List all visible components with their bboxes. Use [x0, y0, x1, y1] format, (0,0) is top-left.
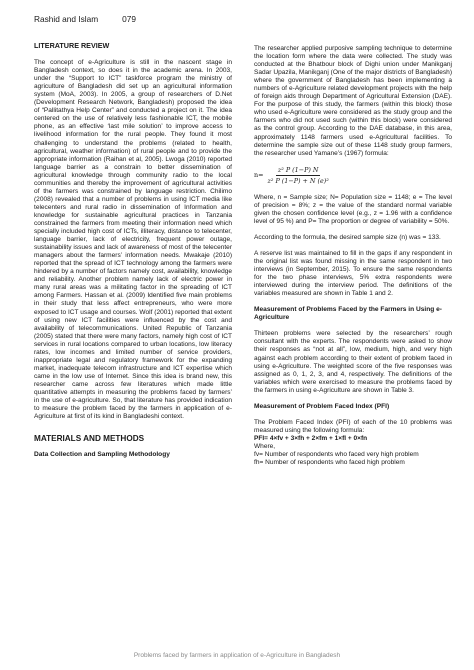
definition-fh: fh= Number of respondents who faced high problem	[254, 459, 405, 467]
formula-denominator: z² P (1−P) + N (e)²	[267, 176, 329, 185]
right-column	[254, 45, 452, 467]
formula-fraction	[265, 166, 330, 185]
sampling-paragraph: The researcher applied purposive sampling technique to determine the location form where the data were collected. The study was conducted at the Bhatbour block of Dighi union under Manikganj Sadar Upazila, Manikganj (One of the major districts of Bangladesh) where the government of Bangladesh has been implementing a numbers of e-Agriculture related development projects with the help of foreign aids through Department of Agricultural Extension (DAE). For the purpose of this study, the farmers (within this block) those who used e-Agriculture were considered as the study group and the farmers who did not used such (within this block) were considered as the control group. According to the DAE database, in this area, approximately 1148 farmers used e-Agricultural facilities. To determine the sample size out of these 1148 study group farmers, the researcher used Yamane’s (1967) formula:	[254, 45, 452, 157]
problems-paragraph: Thirteen problems were selected by the researchers’ rough consultant with the experts. The respondents were asked to show their responses as “not at all”, low, medium, high, and very high against each problem according to their extent of problem faced in using e-Agriculture. The weighted score of the five responses was assigned as 0, 1, 2, 3, and 4, respectively. The definitions of the variables which were exercised to measure the problems faced by the farmers in using e-Agriculture are shown in Table 3.	[254, 330, 452, 394]
header-page-number: 079	[122, 14, 136, 24]
where-label: Where,	[254, 442, 276, 450]
formula-lhs: n=	[254, 171, 264, 180]
running-footer: Problems faced by farmers in application of e-Agriculture in Bangladesh	[133, 652, 341, 659]
definition-fv: fv= Number of respondents who faced very high problem	[254, 450, 419, 458]
pfi-heading: Measurement of Problem Faced Index (PFI)	[254, 402, 390, 410]
materials-methods-heading: MATERIALS AND METHODS	[34, 434, 145, 444]
variables-definition-paragraph: Where, n = Sample size; N= Population size = 1148; e = The level of precision = 8%; z = the value of the standard normal variable given the chosen confidence level (e.g., z = 1.96 with a confidence level of 95 %) and P= The proportion or degree of variability = 50%.	[254, 193, 452, 225]
measurement-problems-heading: Measurement of Problems Faced by the Farmers in Using e-Agriculture	[254, 306, 442, 322]
literature-review-heading: LITERATURE REVIEW	[34, 41, 110, 50]
data-collection-subheading: Data Collection and Sampling Methodology	[34, 451, 170, 459]
running-header	[34, 14, 136, 24]
pfi-paragraph: The Problem Faced Index (PFI) of each of the 10 problems was measured using the following formula:	[254, 418, 452, 434]
header-authors: Rashid and Islam	[34, 14, 99, 24]
sample-size-paragraph: According to the formula, the desired sample size (n) was = 133.	[254, 233, 441, 241]
formula-numerator: z² P (1−P) N	[276, 166, 321, 176]
reserve-list-paragraph: A reserve list was maintained to fill in the gaps if any respondent in the original list was found missing in the same respondent in two interviews (in September, 2015). To ensure the same respondents for the two phase interviews, 5% extra respondents were interviewed during the interview period. The definitions of the variables measured are shown in Table 1 and 2.	[254, 249, 452, 298]
literature-review-paragraph: The concept of e-Agriculture is still in the nascent stage in Bangladesh context, so does it in the academic arena. In 2003, under the “Support to ICT” taskforce program the ministry of agriculture of Bangladesh did set up an agricultural information system (MoA, 2003). In 2005, a group of researchers of D.Net (Development Research Network, Bangladesh) proposed the idea of “Pallitathya Help Center” and conducted a project on it. The idea centered on the use of relatively less fashionable ICT, the mobile phone, as an effective ‘last mile solution’ to improve access to livelihood information for the rural people. They found it most challenging to understand the problems (related to health, agricultural, weather information) of rural people and to provide the appropriate information (Raihan et al, 2005). Lwoga (2010) reported language barrier as a constrain to better dissemination of agricultural knowledge through community radio to the local communities and thereby the improvement of agricultural activities of the farmers was constrained by language restriction. Chilimo (2008) revealed that a number of problems in using ICT media like telecenters and rural radio in dissemination of Information and knowledge for sustainable agricultural practices in Tanzania constrained the farmers from meeting their information need which specially included high cost of ICTs, illiteracy, distance to telecenter, language barrier, lack of electricity, frequent power outage, sustainability issues and lack of awareness of most of the telecenter managers about the farmers’ information needs. Mwakaje (2010) reported that the spread of ICT technology among the farmers were hindered by a number of factors namely cost, availability, knowledge and reliability. Another problem namely lack of electric power in many rural areas was a militating factor in the spreading of ICT among Farmers. Hassan et al. (2009) Identified five main problems in their study that less affect entrepreneurs, who were more exposed to ICT usage and courses. Wolf (2001) reported that extent of using new ICT facilities were influenced by the cost and availability of telecommunications. United Republic of Tanzania (2005) stated that there were many factors, namely high cost of ICT services in rural locations compared to urban locations, low literacy rates, low incomes and limited number of service providers, inappropriate legal and regulatory framework for the expanding market, inadequate telecom infrastructure and ICT expertise which came in the low use of Internet. Since this idea is brand new, this researcher came across few literatures which made little quantitative attempts in measuring the problems faced by farmers’ in the use of e-agriculture. So, that literature has provided indication to measure the problem faced by the farmers in application of e-Agriculture at first of its kind in Bangladeshi context.	[34, 59, 232, 421]
pfi-formula: PFI= 4×fv + 3×fh + 2×fm + 1×fl + 0×fn	[254, 434, 368, 442]
left-column	[34, 42, 232, 467]
yamane-formula	[254, 166, 452, 185]
